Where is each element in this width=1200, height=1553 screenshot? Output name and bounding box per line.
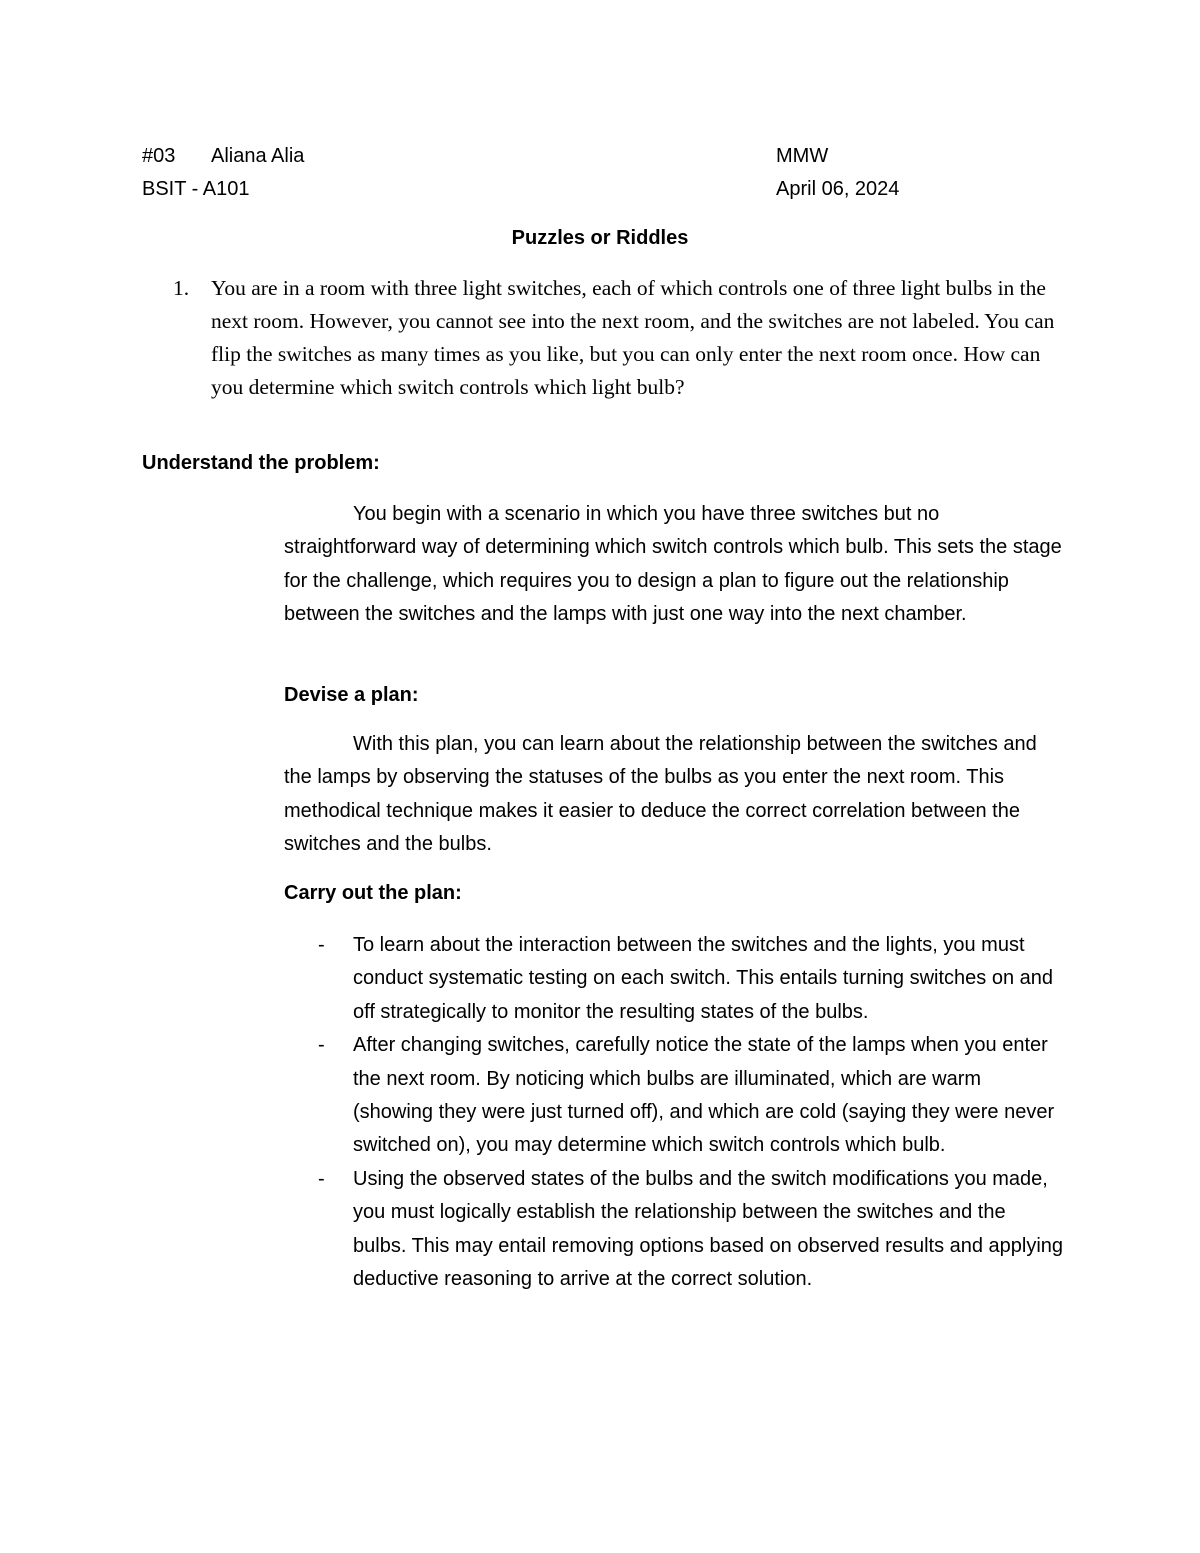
devise-body: With this plan, you can learn about the relationship between the switches and the lamps by observing the statuses of the bulbs as you enter the next room. This methodical technique makes it easier to deduce the correct correlation between the switches and the bulbs. [284,733,1037,856]
understand-body: You begin with a scenario in which you have three switches but no straightforward way of determining which switch controls which bulb. This sets the stage for the challenge, which requires you to design a plan to figure out the relationship between the switches and the lamps with just one way into the next chamber. [284,503,1062,626]
question-number: 1. [173,276,190,300]
document-date: April 06, 2024 [776,178,900,200]
document-title: Puzzles or Riddles [511,227,689,249]
list-item-text: After changing switches, carefully notice the state of the lamps when you enter the next room. By noticing which bulbs are illuminated, which are warm (showing they were just turned off), and which are cold (saying they were never switched on), you may determine which switch controls which bulb. [353,1034,1055,1157]
class-section: BSIT - A101 [142,178,250,200]
carry-out-heading: Carry out the plan: [284,882,462,904]
student-number: #03 [142,145,176,167]
list-item [284,1163,1064,1297]
list-item-text: Using the observed states of the bulbs and the switch modifications you made, you must logically establish the relationship between the switches and the bulbs. This may entail removing options based on observed results and applying deductive reasoning to arrive at the correct solution. [353,1167,1064,1291]
devise-heading: Devise a plan: [284,684,419,706]
student-name: Aliana Alia [211,145,305,167]
question-text: You are in a room with three light switches, each of which controls one of three light bulbs in the next room. However, you cannot see into the next room, and the switches are not labeled. You can flip the switches as many times as you like, but you can only enter the next room once. How can you determine which switch controls which light bulb? [211,276,1055,399]
list-item [284,929,1064,1029]
course-code: MMW [776,145,829,167]
understand-heading: Understand the problem: [142,452,380,474]
bullet-dash: - [318,1167,325,1190]
list-item-text: To learn about the interaction between the switches and the lights, you must conduct systematic testing on each switch. This entails turning switches on and off strategically to monitor the resulting states of the bulbs. [353,934,1053,1023]
list-item [284,1029,1064,1163]
question-1 [173,272,1073,404]
bullet-dash: - [318,934,325,956]
carry-out-list [284,929,1064,1296]
bullet-dash: - [318,1034,325,1057]
